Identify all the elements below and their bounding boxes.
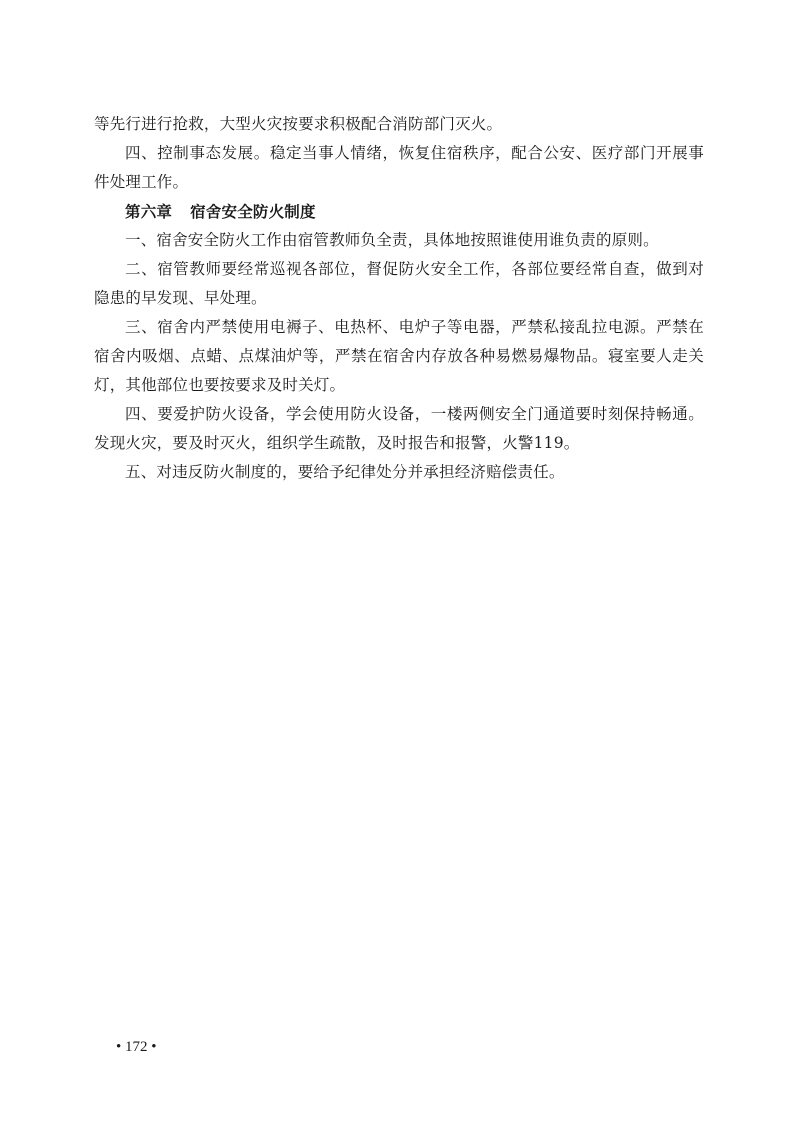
page-number: • 172 •: [116, 1039, 157, 1055]
document-body: [94, 110, 704, 487]
paragraph-continuation: 等先行进行抢救，大型火灾按要求积极配合消防部门灭火。: [94, 115, 503, 133]
paragraph-control-situation: 四、控制事态发展。稳定当事人情绪，恢复住宿秩序，配合公安、医疗部门开展事件处理工作。: [94, 144, 704, 191]
paragraph-rule-5: 五、对违反防火制度的，要给予纪律处分并承担经济赔偿责任。: [125, 463, 565, 481]
chapter-title: 宿舍安全防火制度: [190, 202, 316, 221]
paragraph-rule-3: 三、宿舍内严禁使用电褥子、电热杯、电炉子等电器，严禁私接乱拉电源。严禁在宿舍内吸烟、点蜡、点煤油炉等，严禁在宿舍内存放各种易燃易爆物品。寝室要人走关灯，其他部位也要按要求及时关灯。: [94, 318, 704, 394]
chapter-number: 第六章: [125, 202, 173, 221]
paragraph-rule-2: 二、宿管教师要经常巡视各部位，督促防火安全工作，各部位要经常自查，做到对隐患的早发现、早处理。: [94, 260, 704, 307]
paragraph-rule-4: 四、要爱护防火设备，学会使用防火设备，一楼两侧安全门通道要时刻保持畅通。发现火灾，要及时灭火，组织学生疏散，及时报告和报警，火警119。: [94, 405, 704, 452]
chapter-heading: [94, 197, 704, 226]
paragraph-rule-1: 一、宿舍安全防火工作由宿管教师负全责，具体地按照谁使用谁负责的原则。: [125, 231, 659, 249]
